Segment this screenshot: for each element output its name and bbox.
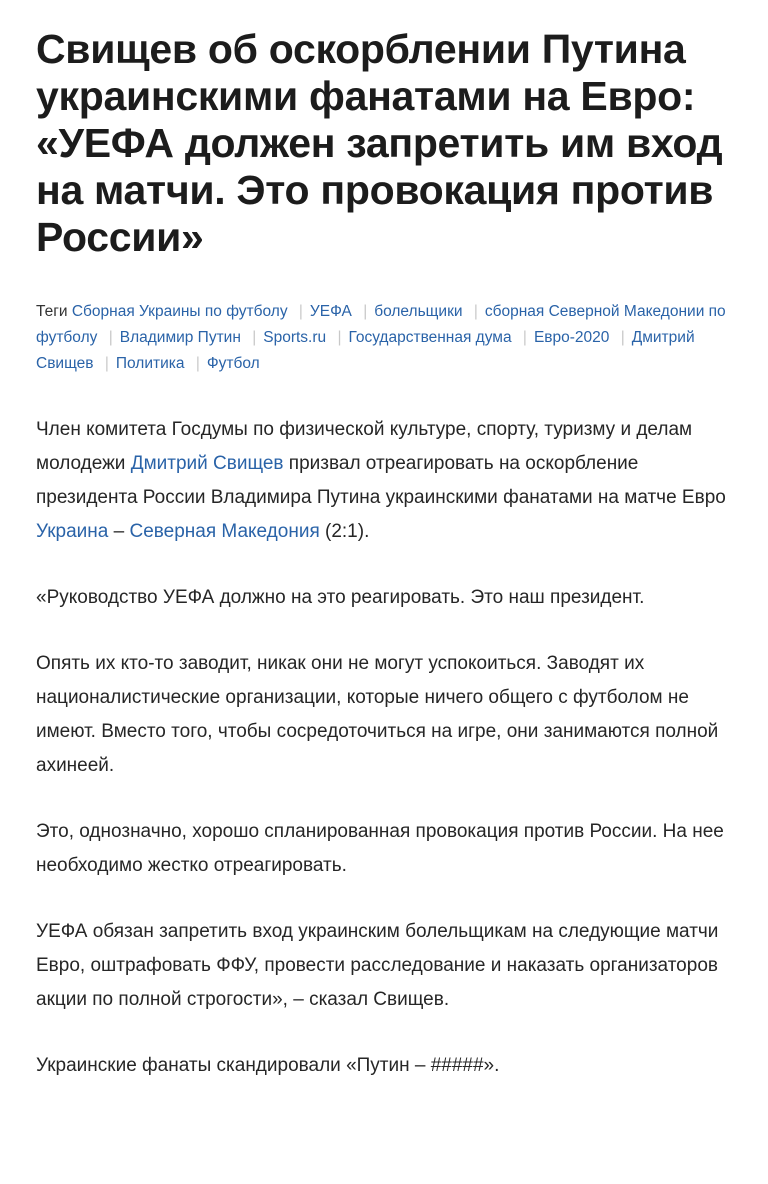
tag-link[interactable]: Футбол <box>206 355 260 372</box>
tag-separator: | <box>620 329 625 346</box>
paragraph-intro <box>36 413 734 549</box>
tag-link[interactable]: сборная Северной Македонии по футболу <box>36 303 726 346</box>
tag-link[interactable]: Дмитрий Свищев <box>36 329 695 372</box>
tag-link[interactable]: Владимир Путин <box>119 329 241 346</box>
tag-separator: | <box>337 329 342 346</box>
tag-link[interactable]: Политика <box>115 355 185 372</box>
tag-separator: | <box>252 329 257 346</box>
paragraph-quote-3: Это, однозначно, хорошо спланированная провокация против России. На нее необходимо жестко отреагировать. <box>36 821 724 876</box>
link-dmitry-svishchev[interactable]: Дмитрий Свищев <box>130 453 284 474</box>
tag-link[interactable]: болельщики <box>374 303 463 320</box>
tags-label: Теги <box>36 303 68 320</box>
paragraph-text: Член комитета Госдумы по физической культуре, спорту, туризму и делам молодежи <box>36 419 693 474</box>
tag-separator: | <box>104 355 109 372</box>
paragraph-closing: Украинские фанаты скандировали «Путин – #####». <box>36 1055 500 1076</box>
article-title: Свищев об оскорблении Путина украинскими фанатами на Евро: «УЕФА должен запретить им вход на матчи. Это провокация против России» <box>36 26 723 260</box>
tag-separator: | <box>363 303 368 320</box>
paragraph-text: – <box>108 521 130 542</box>
tag-separator: | <box>195 355 200 372</box>
tag-link[interactable]: Sports.ru <box>263 329 327 346</box>
link-north-macedonia[interactable]: Северная Македония <box>129 521 320 542</box>
link-ukraine[interactable]: Украина <box>36 521 109 542</box>
paragraph-quote-2: Опять их кто-то заводит, никак они не могут успокоиться. Заводят их националистические организации, которые ничего общего с футболом не имеют. Вместо того, чтобы сосредоточиться на игре, они занимаются полной ахинеей. <box>36 653 719 776</box>
article-body <box>36 413 734 1083</box>
paragraph-text: призвал отреагировать на оскорбление президента России Владимира Путина украинскими фанатами на матче Евро <box>36 453 726 508</box>
tag-separator: | <box>298 303 303 320</box>
tag-link[interactable]: Евро-2020 <box>533 329 610 346</box>
tag-link[interactable]: Сборная Украины по футболу <box>71 303 288 320</box>
tag-link[interactable]: УЕФА <box>309 303 352 320</box>
tag-separator: | <box>108 329 113 346</box>
tags-block <box>36 299 734 377</box>
tag-link[interactable]: Государственная дума <box>348 329 512 346</box>
paragraph-text: (2:1). <box>319 521 370 542</box>
paragraph-quote-4: УЕФА обязан запретить вход украинским болельщикам на следующие матчи Евро, оштрафовать ФФУ, провести расследование и наказать организаторов акции по полной строгости», – сказал Свищев. <box>36 921 719 1010</box>
tag-separator: | <box>522 329 527 346</box>
tag-separator: | <box>473 303 478 320</box>
paragraph-quote-1: «Руководство УЕФА должно на это реагировать. Это наш президент. <box>36 587 645 608</box>
tag-list <box>36 303 726 372</box>
